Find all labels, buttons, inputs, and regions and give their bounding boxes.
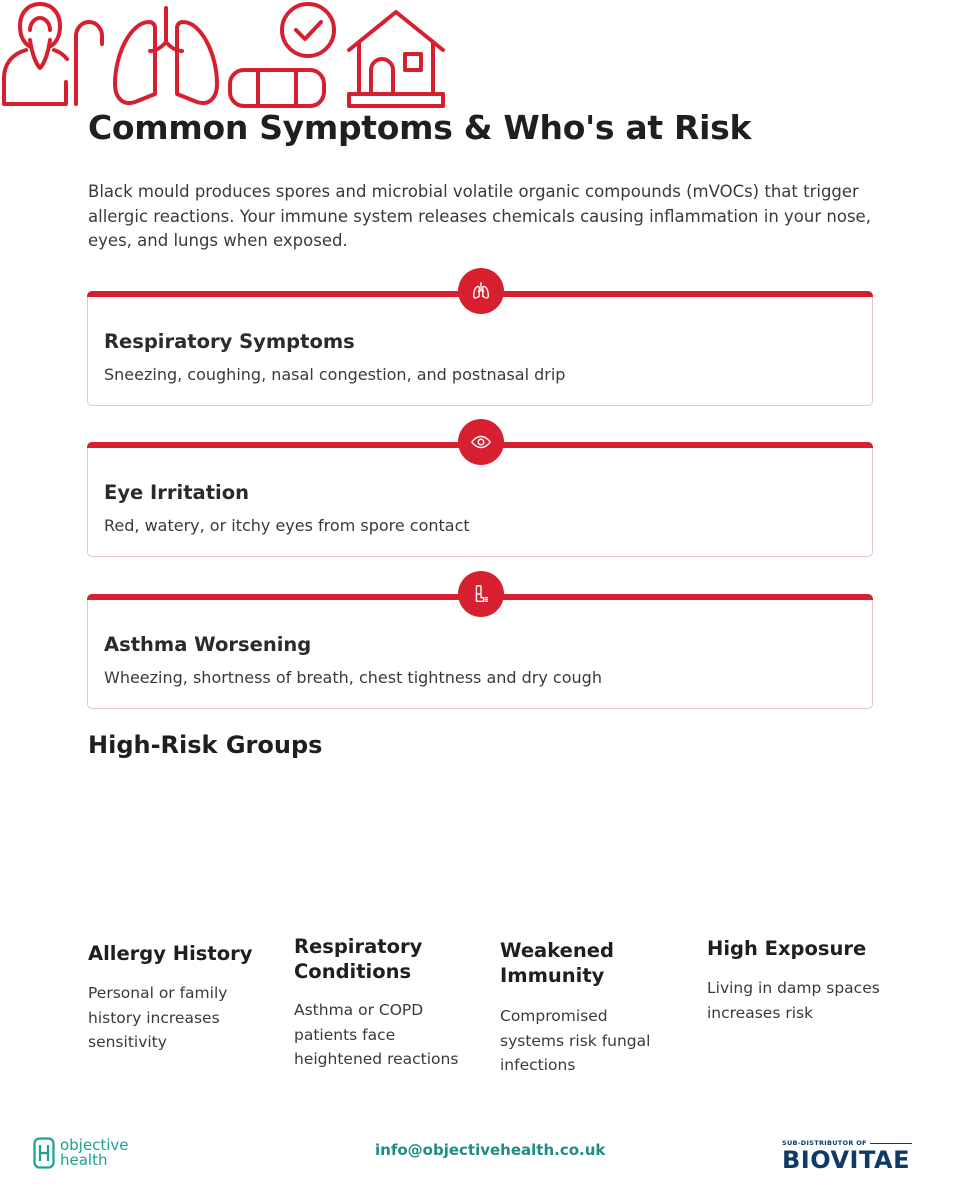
symptom-text: Wheezing, shortness of breath, chest tightness and dry cough [104, 668, 602, 687]
objective-health-logo[interactable] [33, 1137, 129, 1169]
lungs-icon [111, 6, 221, 110]
page-title: Common Symptoms & Who's at Risk [88, 108, 752, 147]
symptom-text: Red, watery, or itchy eyes from spore contact [104, 516, 470, 535]
biovitae-logo[interactable] [782, 1139, 922, 1173]
group-text: Compromised systems risk fungal infections [500, 1007, 651, 1074]
group-title: Respiratory Conditions [294, 935, 423, 983]
intro-paragraph: Black mould produces spores and microbial volatile organic compounds (mVOCs) that trigger allergic reactions. Your immune system releases chemicals causing inflammation in your nose, eyes, and lungs when exposed. [88, 182, 871, 250]
group-text: Personal or family history increases sensitivity [88, 984, 228, 1051]
partner-sub-text: SUB-DISTRIBUTOR OF [782, 1139, 867, 1147]
symptom-card-respiratory [87, 291, 873, 406]
eye-icon [458, 419, 504, 465]
logo-text [60, 1138, 129, 1168]
group-text: Living in damp spaces increases risk [707, 979, 880, 1022]
group-title: High Exposure [707, 937, 867, 960]
inhaler-icon [458, 571, 504, 617]
group-text: Asthma or COPD patients face heightened reactions [294, 1001, 459, 1068]
symptom-title: Asthma Worsening [104, 633, 312, 656]
logo-line-2: health [60, 1151, 108, 1169]
elderly-person-icon [0, 0, 106, 110]
email-link[interactable]: info@objectivehealth.co.uk [375, 1141, 606, 1159]
house-icon [345, 8, 447, 110]
logo-line-1: objective [60, 1136, 129, 1154]
symptom-text: Sneezing, coughing, nasal congestion, and postnasal drip [104, 365, 566, 384]
symptom-title: Respiratory Symptoms [104, 330, 355, 353]
symptom-card-asthma [87, 594, 873, 709]
groups-title: High-Risk Groups [88, 731, 323, 759]
symptom-title: Eye Irritation [104, 481, 249, 504]
logo-mark-icon [33, 1137, 55, 1169]
lungs-icon [458, 268, 504, 314]
partner-name: BIOVITAE [782, 1146, 910, 1174]
group-title: Weakened Immunity [500, 939, 614, 987]
group-title: Allergy History [88, 942, 253, 965]
divider-line [870, 1143, 912, 1144]
bandage-check-icon [226, 0, 340, 110]
symptom-card-eye [87, 442, 873, 557]
